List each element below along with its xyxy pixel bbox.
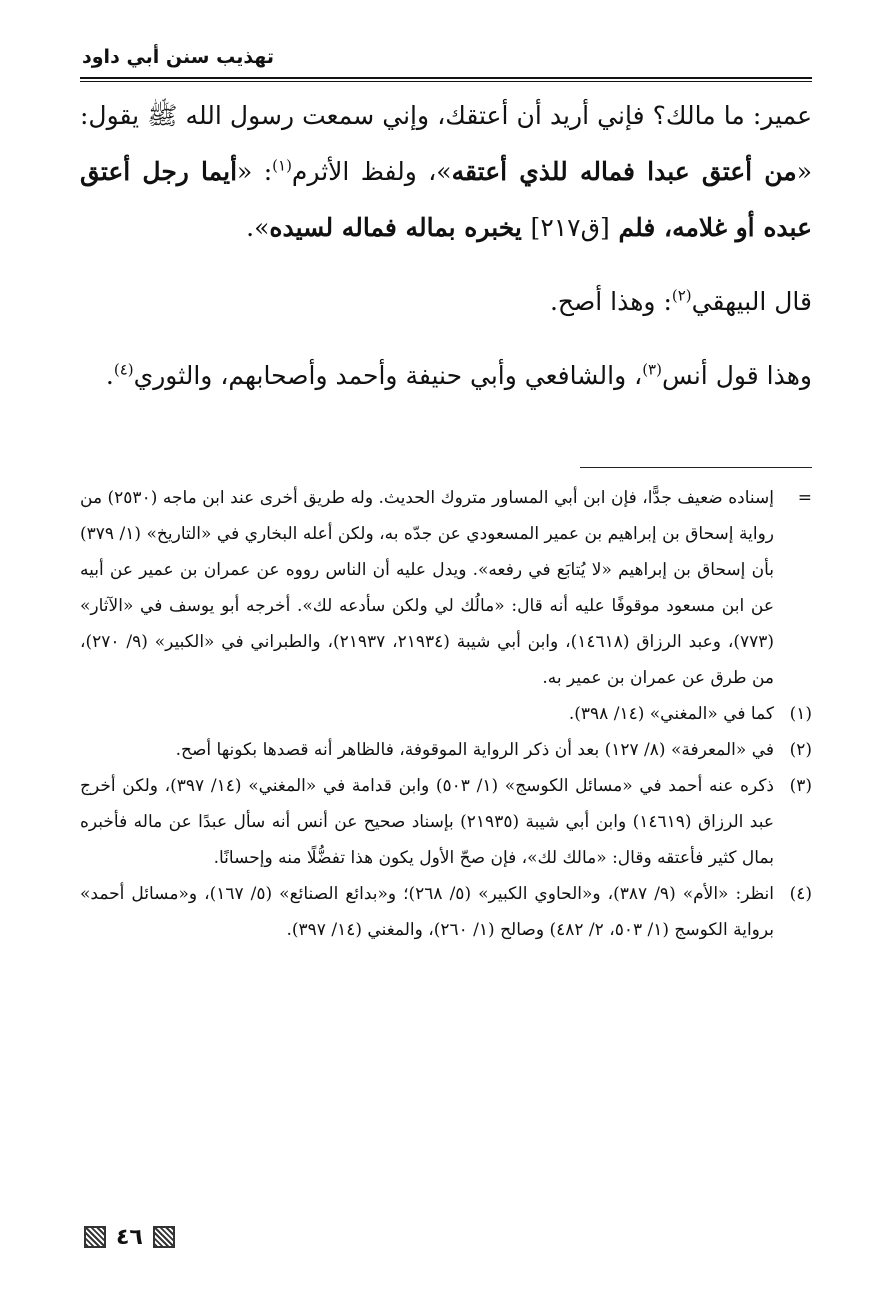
footnote-3 <box>80 768 812 876</box>
footnote-2 <box>80 732 812 768</box>
text-run: »، ولفظ الأثرم <box>291 157 452 186</box>
paragraph-scholars <box>80 348 812 404</box>
text-run: ، والشافعي وأبي حنيفة وأحمد وأصحابهم، والثوري <box>133 361 643 390</box>
text-run: : « <box>237 157 273 186</box>
continuation-marker: = <box>797 488 812 508</box>
footnote-text: كما في «المغني» (١٤/ ٣٩٨). <box>568 704 774 724</box>
footnote-continuation <box>80 480 812 696</box>
page-number: ٤٦ <box>116 1224 143 1250</box>
footnote-ref-4[interactable]: (٤) <box>113 360 134 379</box>
footnote-text: انظر: «الأم» (٩/ ٣٨٧)، و«الحاوي الكبير» (٥/ ٢٦٨)؛ و«بدائع الصنائع» (٥/ ١٦٧)، و«مسائل أحمد» برواية الكوسج (١/ ٥٠٣، ٢/ ٤٨٢) وصالح (١/ ٢٦٠)، والمغني (١٤/ ٣٩٧). <box>80 884 774 940</box>
footnote-number: (٢) <box>789 740 812 760</box>
text-run: قال البيهقي <box>691 287 812 316</box>
text-run: . <box>105 361 114 390</box>
text-run: : وهذا أصح. <box>549 287 672 316</box>
running-header <box>0 40 892 80</box>
footnote-ref-2[interactable]: (٢) <box>671 286 692 305</box>
footnote-separator <box>580 467 812 468</box>
footnote-ref-1[interactable]: (١) <box>272 156 292 175</box>
text-run: ». <box>246 213 270 242</box>
footnote-number: (٣) <box>789 776 812 796</box>
paragraph-bayhaqi <box>80 274 812 330</box>
hadith-quote: من أعتق عبدا فماله للذي أعتقه <box>451 157 797 186</box>
page-footer <box>84 1222 175 1252</box>
hadith-quote: أيما رجل أعتق عبده أو غلامه، فلم <box>80 157 812 242</box>
footnotes <box>80 480 812 948</box>
footnote-ref-3[interactable]: (٣) <box>642 360 662 379</box>
square-ornament-icon <box>153 1226 175 1248</box>
book-title: تهذيب سنن أبي داود <box>82 46 274 68</box>
paragraph-hadith <box>80 88 812 256</box>
manuscript-marker: [ق٢١٧] <box>530 213 610 242</box>
header-rule-thin <box>80 81 812 82</box>
footnote-number: (٤) <box>789 884 812 904</box>
footnote-1 <box>80 696 812 732</box>
text-run: عمير: ما مالك؟ فإني أريد أن أعتقك، وإني سمعت رسول الله ﷺ يقول: « <box>80 101 812 186</box>
footnote-text: إسناده ضعيف جدًّا، فإن ابن أبي المساور متروك الحديث. وله طريق أخرى عند ابن ماجه (٢٥٣٠) من رواية إسحاق بن إبراهيم بن عمير المسعودي عن جدّه به، ولكن أعله البخاري في «التاريخ» (١/ ٣٧٩) بأن إسحاق بن إبراهيم «لا يُتابَع في رفعه». ويدل عليه أن الناس رووه عن عمران بن عمير عن أبيه عن ابن مسعود موقوفًا عليه أنه قال: «مالُك لي ولكن سأدعه لك». أخرجه أبو يوسف في «الآثار» (٧٧٣)، وعبد الرزاق (١٤٦١٨)، وابن أبي شيبة (٢١٩٣٤، ٢١٩٣٧)، والطبراني في «الكبير» (٩/ ٢٧٠)، من طرق عن عمران بن عمير به. <box>80 488 774 688</box>
header-rule <box>80 77 812 79</box>
footnote-4 <box>80 876 812 948</box>
hadith-quote: يخبره بماله فماله لسيده <box>269 213 531 242</box>
text-run: وهذا قول أنس <box>661 361 812 390</box>
footnote-text: ذكره عنه أحمد في «مسائل الكوسج» (١/ ٥٠٣) وابن قدامة في «المغني» (١٤/ ٣٩٧)، ولكن أخرج عبد الرزاق (١٤٦١٩) وابن أبي شيبة (٢١٩٣٥) بإسناد صحيح عن أنس أنه سأل عبدًا عن ماله فأخبره بمال كثير فأعتقه وقال: «مالك لك»، فإن صحّ الأول يكون هذا تفضُّلًا منه وإحسانًا. <box>80 776 775 868</box>
footnote-number: (١) <box>789 704 812 724</box>
main-text <box>80 88 812 404</box>
square-ornament-icon <box>84 1226 106 1248</box>
footnote-text: في «المعرفة» (٨/ ١٢٧) بعد أن ذكر الرواية الموقوفة، فالظاهر أنه قصدها بكونها أصح. <box>175 740 774 760</box>
